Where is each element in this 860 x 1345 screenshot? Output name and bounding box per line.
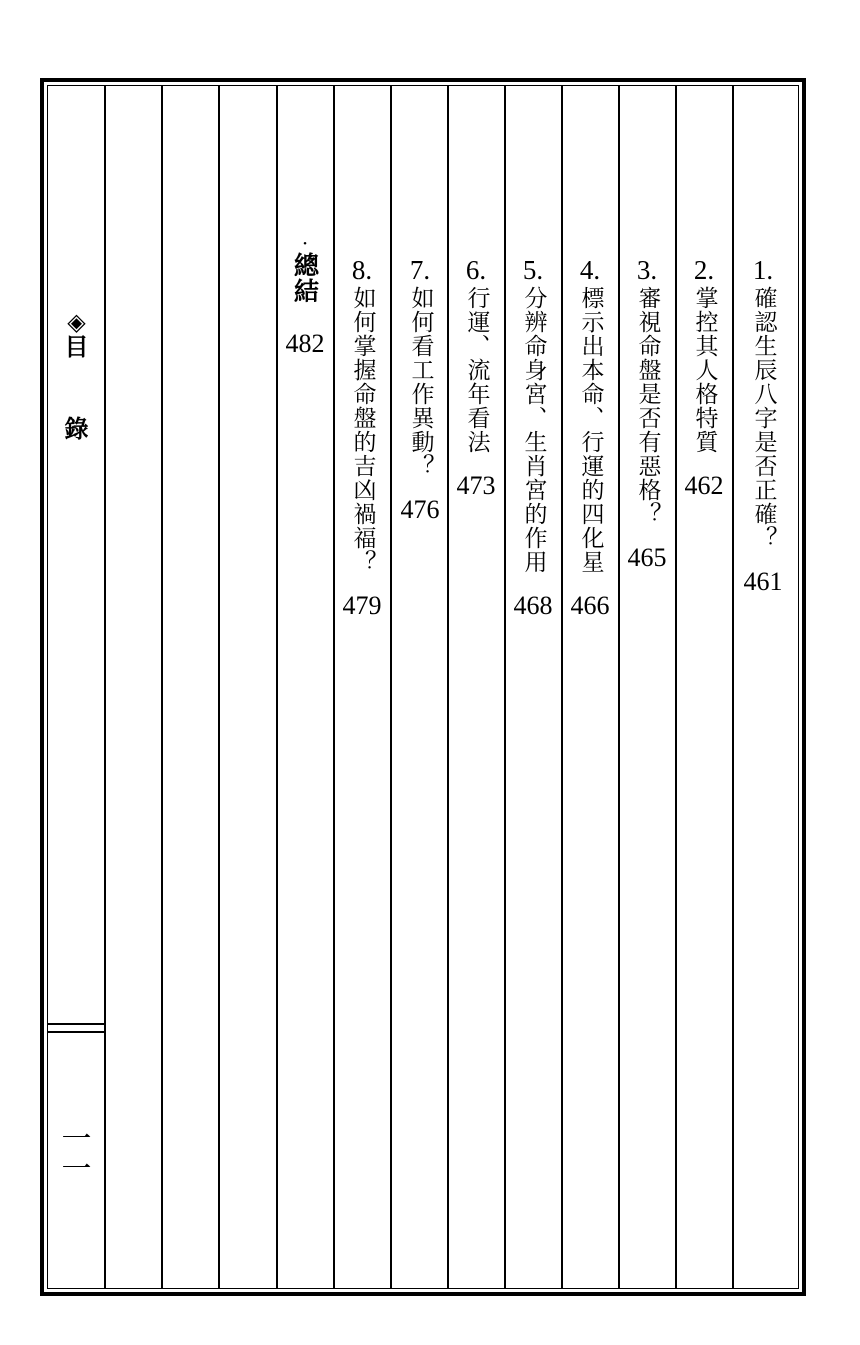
toc-entry-title: 掌控其人格特質 [691, 286, 718, 454]
page-number-char-1: 一 [61, 1122, 92, 1157]
page-number [47, 1122, 106, 1187]
toc-entry-3[interactable] [621, 256, 673, 572]
toc-entry-number: 5. [522, 255, 544, 285]
toc-entry-title: 確認生辰八字是否正確？ [750, 286, 777, 550]
toc-entry-page: 466 [570, 591, 610, 620]
toc-entry-page: 461 [743, 567, 783, 596]
toc-entry-4[interactable] [564, 256, 616, 620]
toc-entry-page: 462 [684, 471, 724, 500]
toc-entry-page: 473 [456, 471, 496, 500]
toc-entry-6[interactable] [450, 256, 502, 500]
column-rule [732, 85, 734, 1289]
column-rule [618, 85, 620, 1289]
column-rule [161, 85, 163, 1289]
column-rule [333, 85, 335, 1289]
toc-entry-number: 4. [579, 255, 601, 285]
toc-entry-page: 468 [513, 591, 553, 620]
toc-entry-summary[interactable] [279, 231, 331, 358]
toc-entry-number: 1. [752, 255, 774, 285]
section-title-char-1: 目 [64, 332, 89, 361]
page-number-char-2: 一 [61, 1152, 92, 1187]
toc-entry-page: 482 [285, 329, 325, 358]
column-rule [675, 85, 677, 1289]
toc-entry-page: 476 [400, 495, 440, 524]
toc-entry-title: 標示出本命、行運的四化星 [577, 286, 604, 574]
toc-entry-title: 如何掌握命盤的吉凶禍福？ [349, 286, 376, 574]
toc-entry-number: 7. [409, 255, 431, 285]
toc-entry-number: 6. [465, 255, 487, 285]
toc-entry-number: 2. [693, 255, 715, 285]
toc-entry-title: 行運、流年看法 [463, 286, 490, 454]
toc-entry-5[interactable] [507, 256, 559, 620]
column-rule [390, 85, 392, 1289]
toc-entry-1[interactable] [735, 256, 791, 596]
side-divider [47, 1023, 106, 1025]
diamond-marker-icon: ◈ [67, 308, 86, 336]
toc-entry-number: 8. [351, 255, 373, 285]
toc-entry-page: 479 [342, 591, 382, 620]
column-rule [561, 85, 563, 1289]
section-title-char-2: 錄 [64, 414, 89, 443]
column-rule [276, 85, 278, 1289]
bullet-dot-icon: · [301, 231, 309, 255]
toc-entry-title: 如何看工作異動？ [407, 286, 434, 478]
toc-entry-7[interactable] [394, 256, 446, 524]
toc-entry-title: 分辨命身宮、生肖宮的作用 [520, 286, 547, 574]
toc-entry-page: 465 [627, 543, 667, 572]
toc-entry-number: 3. [636, 255, 658, 285]
column-rule [504, 85, 506, 1289]
toc-entry-8[interactable] [337, 256, 387, 620]
toc-entry-2[interactable] [678, 256, 730, 500]
side-column [47, 85, 106, 1289]
toc-entry-title: 審視命盤是否有惡格？ [634, 286, 661, 526]
side-divider [47, 1031, 106, 1033]
column-rule [218, 85, 220, 1289]
toc-entry-title: 總結 [290, 252, 320, 304]
section-title [47, 310, 106, 442]
column-rule [447, 85, 449, 1289]
